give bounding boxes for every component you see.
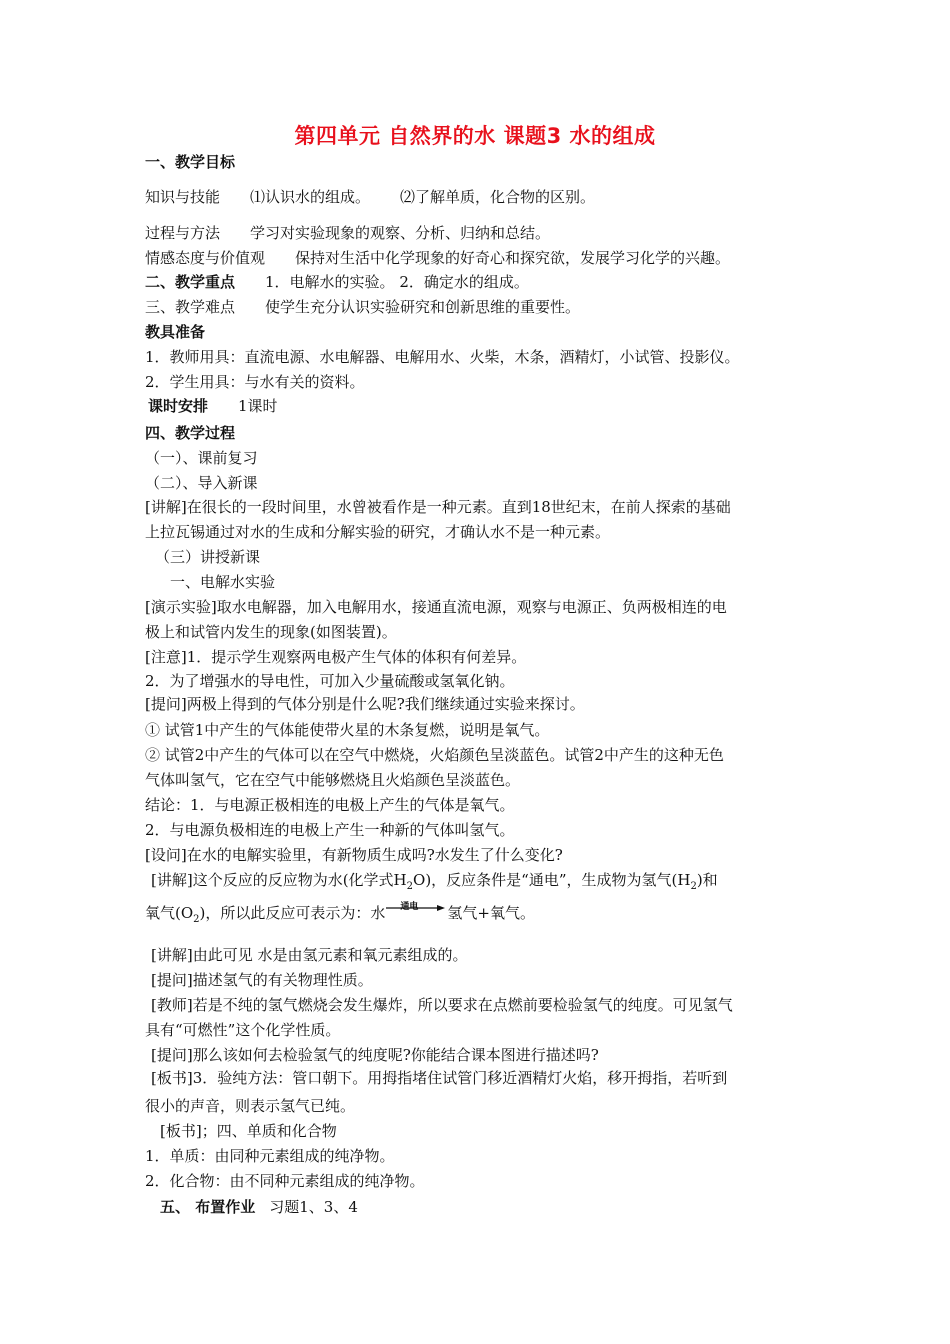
arrow-condition: 通电 [400, 902, 419, 912]
lecture-1a: [讲解]在很长的一段时间里，水曾被看作是一种元素。直到18世纪末，在前人探索的基础 [145, 498, 731, 516]
process-heading: 四、教学过程 [145, 424, 236, 442]
key-points-text: 1．电解水的实验。 2．确定水的组成。 [265, 273, 529, 291]
step-teach: （三）讲授新课 [155, 548, 261, 566]
board-1b: 很小的声音，则表示氢气已纯。 [145, 1097, 356, 1115]
lecture-2a-text: O)，反应条件是“通电”，生成物为氢气(H [413, 871, 691, 889]
lecture-1b: 上拉瓦锡通过对水的生成和分解实验的研究，才确认水不是一种元素。 [145, 523, 611, 541]
emotion-label: 情感态度与价值观 [145, 249, 266, 267]
observation-1: ① 试管1中产生的气体能使带火星的木条复燃，说明是氧气。 [145, 721, 550, 739]
objective-knowledge [145, 187, 595, 207]
note-1: [注意]1．提示学生观察两电极产生气体的体积有何差异。 [145, 648, 527, 666]
subscript: 2 [406, 881, 414, 892]
reaction-arrow-icon [385, 902, 447, 921]
tools-student: 2．学生用具：与水有关的资料。 [145, 373, 365, 391]
board-1a: [板书]3．验纯方法：管口朝下。用拇指堵住试管门移近酒精灯火焰，移开拇指，若听到 [151, 1069, 728, 1087]
section-key-points [145, 272, 529, 292]
tools-heading: 教具准备 [145, 323, 206, 341]
schedule-text: 1课时 [238, 397, 278, 415]
ask-4: [提问]那么该如何去检验氢气的纯度呢?你能结合课本图进行描述吗? [151, 1046, 599, 1064]
knowledge-label: 知识与技能 [145, 188, 221, 206]
subscript: 2 [193, 914, 200, 925]
schedule-heading: 课时安排 [148, 397, 209, 415]
tools-teacher: 1．教师用具：直流电源、水电解器、电解用水、火柴，木条，酒精灯，小试管、投影仪。 [145, 348, 740, 366]
section-objectives-heading: 一、教学目标 [145, 153, 236, 171]
homework-heading: 五、 布置作业 [160, 1198, 256, 1216]
emotion-text: 保持对生活中化学现象的好奇心和探究欲，发展学习化学的兴趣。 [295, 249, 731, 267]
schedule [148, 396, 278, 416]
board-2: [板书]；四、单质和化合物 [160, 1122, 337, 1140]
demo-a: [演示实验]取水电解器，加入电解用水，接通直流电源，观察与电源正、负两极相连的电 [145, 598, 727, 616]
sub-electrolysis: 一、电解水实验 [170, 573, 276, 591]
step-review: （一）、课前复习 [145, 449, 258, 467]
section-difficulties [145, 297, 580, 317]
conclusion-1: 结论：1．与电源正极相连的电极上产生的气体是氧气。 [145, 796, 515, 814]
lecture-2a-text: )和 [696, 871, 718, 889]
lecture-2b-text: )，所以此反应可表示为：水 [199, 904, 386, 922]
knowledge-item-1: ⑴认识水的组成。 [250, 188, 371, 206]
ask-1: [提问]两极上得到的气体分别是什么呢?我们继续通过实验来探讨。 [145, 695, 585, 713]
demo-b: 极上和试管内发生的现象(如图装置)。 [145, 623, 397, 641]
lecture-2b-text: 氧气(O [145, 904, 194, 922]
knowledge-item-2: ⑵了解单质，化合物的区别。 [400, 188, 596, 206]
difficulties-text: 使学生充分认识实验研究和创新思维的重要性。 [265, 298, 581, 316]
note-2: 2．为了增强水的导电性，可加入少量硫酸或氢氧化钠。 [145, 672, 515, 690]
conclusion-2: 2．与电源负极相连的电极上产生一种新的气体叫氢气。 [145, 821, 515, 839]
lecture-3: [讲解]由此可见 水是由氢元素和氧元素组成的。 [151, 946, 468, 964]
definition-compound: 2．化合物：由不同种元素组成的纯净物。 [145, 1172, 425, 1190]
section-homework [160, 1197, 358, 1217]
teacher-a: [教师]若是不纯的氢气燃烧会发生爆炸，所以要求在点燃前要检验氢气的纯度。可见氢气 [151, 996, 733, 1014]
difficulties-heading: 三、教学难点 [145, 298, 236, 316]
page-title: 第四单元 自然界的水 课题3 水的组成 [294, 124, 656, 148]
observation-2a: ② 试管2中产生的气体可以在空气中燃烧，火焰颜色呈淡蓝色。试管2中产生的这种无色 [145, 746, 724, 764]
key-points-heading: 二、教学重点 [145, 273, 236, 291]
ask-2: [设问]在水的电解实验里，有新物质生成吗?水发生了什么变化? [145, 846, 563, 864]
teacher-b: 具有“可燃性”这个化学性质。 [145, 1021, 341, 1039]
observation-2b: 气体叫氢气，它在空气中能够燃烧且火焰颜色呈淡蓝色。 [145, 771, 521, 789]
definition-element: 1．单质：由同种元素组成的纯净物。 [145, 1147, 395, 1165]
lecture-2a [151, 870, 718, 897]
objective-process [145, 223, 550, 243]
homework-text: 习题1、3、4 [269, 1198, 358, 1216]
process-label: 过程与方法 [145, 224, 221, 242]
subscript: 2 [690, 881, 697, 892]
ask-3: [提问]描述氢气的有关物理性质。 [151, 971, 373, 989]
lecture-2b-text: 氢气+氧气。 [447, 904, 535, 922]
process-text: 学习对实验现象的观察、分析、归纳和总结。 [250, 224, 551, 242]
lecture-2b [145, 903, 535, 930]
step-intro: （二）、导入新课 [145, 474, 258, 492]
objective-emotion [145, 248, 730, 268]
lecture-2a-text: [讲解]这个反应的反应物为水(化学式H [151, 871, 407, 889]
